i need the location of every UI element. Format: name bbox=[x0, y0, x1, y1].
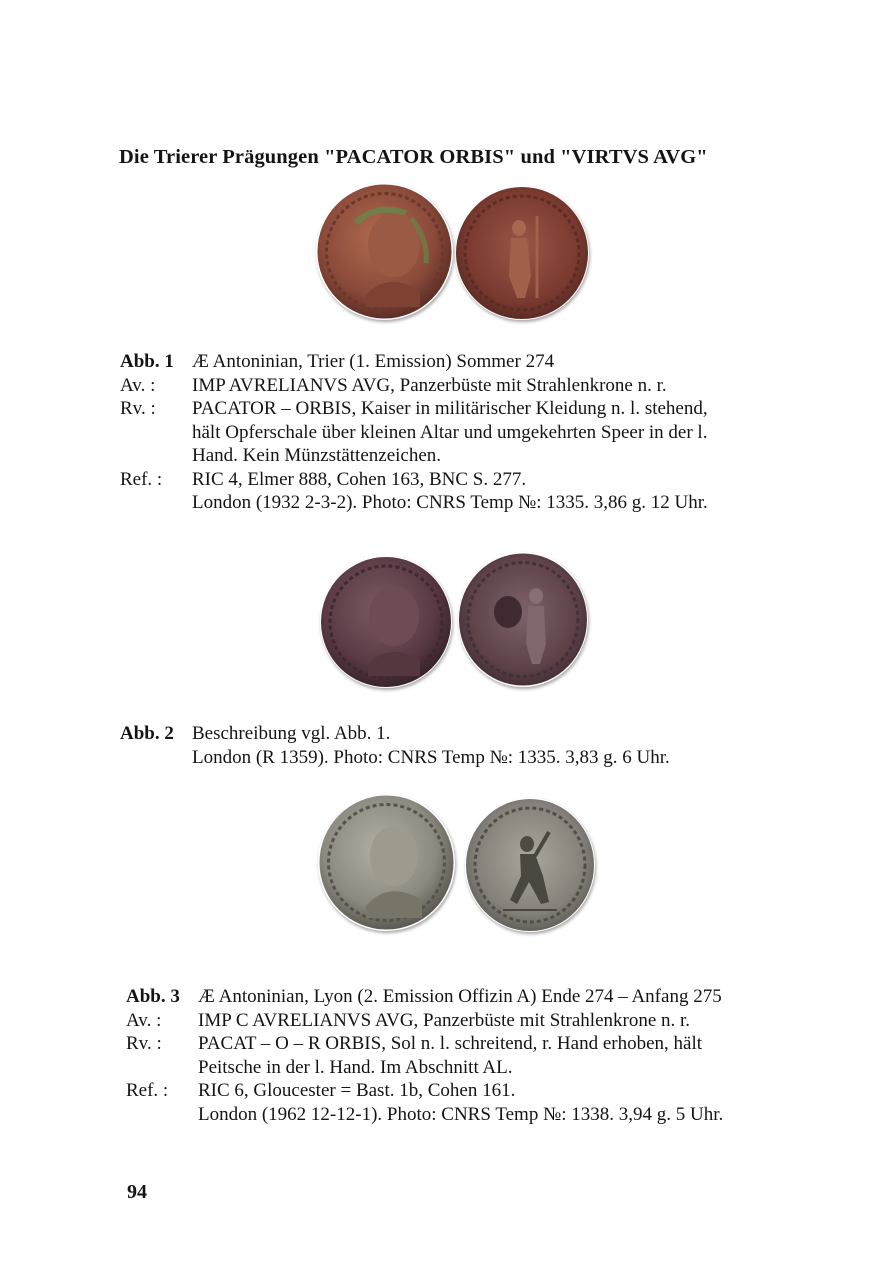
reverse-row bbox=[120, 397, 820, 468]
description-line: London (R 1359). Photo: CNRS Temp №: 1335. 3,83 g. 6 Uhr. bbox=[192, 746, 670, 768]
obverse-row bbox=[126, 1009, 826, 1033]
entry-abb-2 bbox=[120, 722, 820, 769]
coin-1-reverse-image bbox=[455, 186, 589, 320]
coin-3-reverse-image bbox=[465, 798, 595, 932]
description-line: Beschreibung vgl. Abb. 1. bbox=[192, 723, 391, 744]
page-number: 94 bbox=[127, 1181, 147, 1203]
page-title: Die Trierer Prägungen "PACATOR ORBIS" und "VIRTVS AVG" bbox=[119, 146, 708, 168]
reference-text-line: RIC 6, Gloucester = Bast. 1b, Cohen 161. bbox=[198, 1080, 516, 1101]
entry-heading: Æ Antoninian, Lyon (2. Emission Offizin A) Ende 274 – Anfang 275 bbox=[198, 986, 722, 1007]
reference-label: Ref. : bbox=[120, 468, 163, 490]
reverse-label: Rv. : bbox=[126, 1033, 162, 1054]
coin-2-obverse-image bbox=[320, 556, 452, 688]
coin-3-obverse-image bbox=[318, 794, 455, 931]
reverse-text-line: hält Opferschale über kleinen Altar und umgekehrten Speer in der l. bbox=[192, 421, 708, 443]
entry-abb-3 bbox=[126, 985, 826, 1126]
reverse-text-line: PACAT – O – R ORBIS, Sol n. l. schreitend, r. Hand erhoben, hält bbox=[198, 1033, 703, 1054]
reference-row bbox=[126, 1079, 826, 1126]
figure-label: Abb. 2 bbox=[120, 723, 174, 744]
reference-text-line: RIC 4, Elmer 888, Cohen 163, BNC S. 277. bbox=[192, 468, 527, 490]
coin-2-reverse-image bbox=[458, 552, 588, 687]
reference-text-line: London (1962 12-12-1). Photo: CNRS Temp №: 1338. 3,94 g. 5 Uhr. bbox=[198, 1103, 724, 1125]
reverse-row bbox=[126, 1032, 826, 1079]
reverse-text-line: PACATOR – ORBIS, Kaiser in militärischer Kleidung n. l. stehend, bbox=[192, 398, 708, 419]
reference-text-line: London (1932 2-3-2). Photo: CNRS Temp №: 1335. 3,86 g. 12 Uhr. bbox=[192, 492, 708, 513]
entry-abb-1 bbox=[120, 350, 820, 515]
obverse-label: Av. : bbox=[120, 374, 156, 396]
obverse-text: IMP AVRELIANVS AVG, Panzerbüste mit Strahlenkrone n. r. bbox=[192, 374, 667, 396]
entry-heading-row bbox=[120, 350, 820, 374]
entry-heading-row bbox=[126, 985, 826, 1009]
entry-heading: Æ Antoninian, Trier (1. Emission) Sommer 274 bbox=[192, 351, 555, 372]
figure-label: Abb. 1 bbox=[120, 351, 174, 372]
reverse-label: Rv. : bbox=[120, 398, 156, 419]
entry-heading-row bbox=[120, 722, 820, 769]
obverse-text: IMP C AVRELIANVS AVG, Panzerbüste mit Strahlenkrone n. r. bbox=[198, 1009, 691, 1031]
reverse-text-line: Peitsche in der l. Hand. Im Abschnitt AL. bbox=[198, 1056, 513, 1078]
figure-label: Abb. 3 bbox=[126, 986, 180, 1007]
coin-1-obverse-image bbox=[316, 183, 453, 320]
obverse-row bbox=[120, 374, 820, 398]
obverse-label: Av. : bbox=[126, 1009, 162, 1031]
reference-label: Ref. : bbox=[126, 1080, 169, 1101]
reference-row bbox=[120, 468, 820, 515]
reverse-text-line: Hand. Kein Münzstättenzeichen. bbox=[192, 445, 442, 466]
